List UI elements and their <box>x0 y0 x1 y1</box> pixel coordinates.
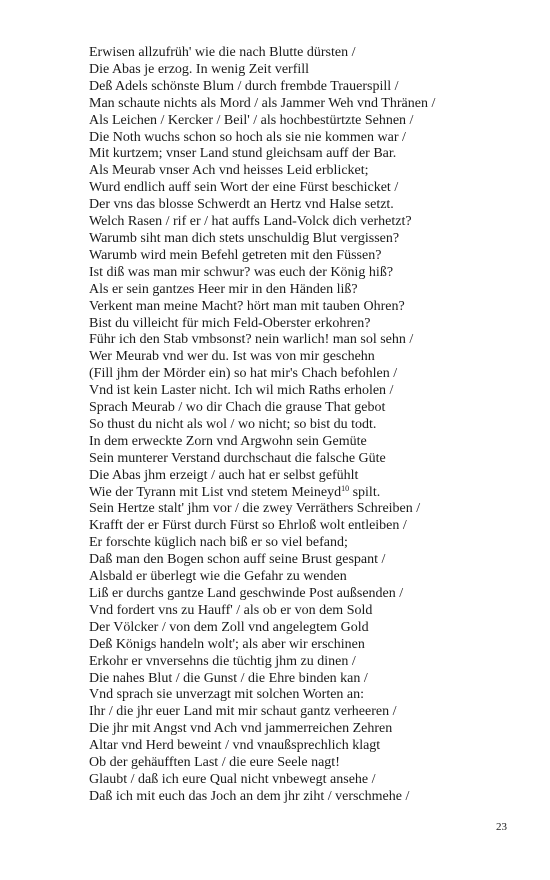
verse-line: Führ ich den Stab vmbsonst? nein warlich! man sol sehn / <box>89 332 414 348</box>
verse-line: Erwisen allzufrüh' wie die nach Blutte dürsten / <box>89 45 356 60</box>
verse-line: Krafft der er Fürst durch Fürst so Ehrloß wolt entleiben / <box>89 518 407 534</box>
verse-line: Sprach Meurab / wo dir Chach die grause That gebot <box>89 400 386 416</box>
verse-line: Die nahes Blut / die Gunst / die Ehre binden kan / <box>89 670 368 686</box>
verse-line: Sein munterer Verstand durchschaut die falsche Güte <box>89 450 386 466</box>
verse-line: Als Leichen / Kercker / Beil' / als hochbestürtzte Sehnen / <box>89 112 414 128</box>
verse-line: Der Völcker / von dem Zoll vnd angelegtem Gold <box>89 619 369 635</box>
verse-line: Wurd endlich auff sein Wort der eine Fürst beschicket / <box>89 180 399 196</box>
verse-line: Verkent man meine Macht? hört man mit tauben Ohren? <box>89 298 405 314</box>
verse-line: Wie der Tyrann mit List vnd stetem Meineyd$^{10}$ spilt. <box>89 483 381 500</box>
footnote-marker: 10 <box>341 483 350 493</box>
verse-line: Man schaute nichts als Mord / als Jammer Weh vnd Thränen / <box>89 95 436 111</box>
verse-line: Bist du villeicht für mich Feld-Oberster erkohren? <box>89 315 371 331</box>
verse-line: Ist diß was man mir schwur? was euch der König hiß? <box>89 264 394 280</box>
verse-line: Als Meurab vnser Ach vnd heisses Leid erblicket; <box>89 163 369 179</box>
verse-line: Der vns das blosse Schwerdt an Hertz vnd Halse setzt. <box>89 197 394 213</box>
verse-line: Er forschte küglich nach biß er so viel befand; <box>89 535 348 551</box>
verse-line: Mit kurtzem; vnser Land stund gleichsam auff der Bar. <box>89 146 397 162</box>
verse-line: Vnd ist kein Laster nicht. Ich wil mich Raths erholen / <box>89 383 394 399</box>
verse-line: Die Abas jhm erzeigt / auch hat er selbst gefühlt <box>89 467 359 483</box>
verse-line: Die Noth wuchs schon so hoch als sie nie kommen war / <box>89 129 406 145</box>
verse-line: Alsbald er überlegt wie die Gefahr zu wenden <box>89 569 347 585</box>
verse-line: Ihr / die jhr euer Land mit mir schaut gantz verheeren / <box>89 704 397 720</box>
verse-line: In dem erweckte Zorn vnd Argwohn sein Gemüte <box>89 433 367 449</box>
verse-line: Als er sein gantzes Heer mir in den Händen liß? <box>89 281 358 297</box>
verse-line: (Fill jhm der Mörder ein) so hat mir's Chach befohlen / <box>89 366 398 382</box>
verse-line: Vnd sprach sie unverzagt mit solchen Worten an: <box>89 687 365 703</box>
verse-line: Altar vnd Herd beweint / vnd vnaußsprechlich klagt <box>89 738 381 754</box>
verse-line: Die Abas je erzog. In wenig Zeit verfill <box>89 61 310 77</box>
verse-line: Deß Königs handeln wolt'; als aber wir erschinen <box>89 636 365 652</box>
verse-line: Wer Meurab vnd wer du. Ist was von mir geschehn <box>89 349 375 365</box>
verse-line: Glaubt / daß ich eure Qual nicht vnbewegt ansehe / <box>89 771 376 787</box>
verse-line: Daß ich mit euch das Joch an dem jhr ziht / verschmehe / <box>89 788 410 804</box>
verse-line: Liß er durchs gantze Land geschwinde Post außsenden / <box>89 586 404 601</box>
verse-line: Sein Hertze stalt' jhm vor / die zwey Verräthers Schreiben / <box>89 501 421 517</box>
verse-line: Deß Adels schönste Blum / durch frembde Trauerspill / <box>89 78 399 94</box>
verse-line: Vnd fordert vns zu Hauff' / als ob er von dem Sold <box>89 602 373 618</box>
verse-line: Welch Rasen / rif er / hat auffs Land-Volck dich verhetzt? <box>89 214 412 230</box>
verse-line: Ob der gehäufften Last / die eure Seele nagt! <box>89 755 340 771</box>
verse-line: So thust du nicht als wol / wo nicht; so bist du todt. <box>89 416 377 432</box>
verse-line: Warumb wird mein Befehl getreten mit den Füssen? <box>89 247 382 263</box>
poem-text <box>89 45 529 806</box>
verse-line: Erkohr er vnversehns die tüchtig jhm zu dinen / <box>89 653 356 669</box>
page-number: 23 <box>496 821 507 833</box>
verse-line: Warumb siht man dich stets unschuldig Blut vergissen? <box>89 230 400 246</box>
verse-line: Die jhr mit Angst vnd Ach vnd jammerreichen Zehren <box>89 721 393 737</box>
verse-line: Daß man den Bogen schon auff seine Brust gespant / <box>89 552 386 568</box>
